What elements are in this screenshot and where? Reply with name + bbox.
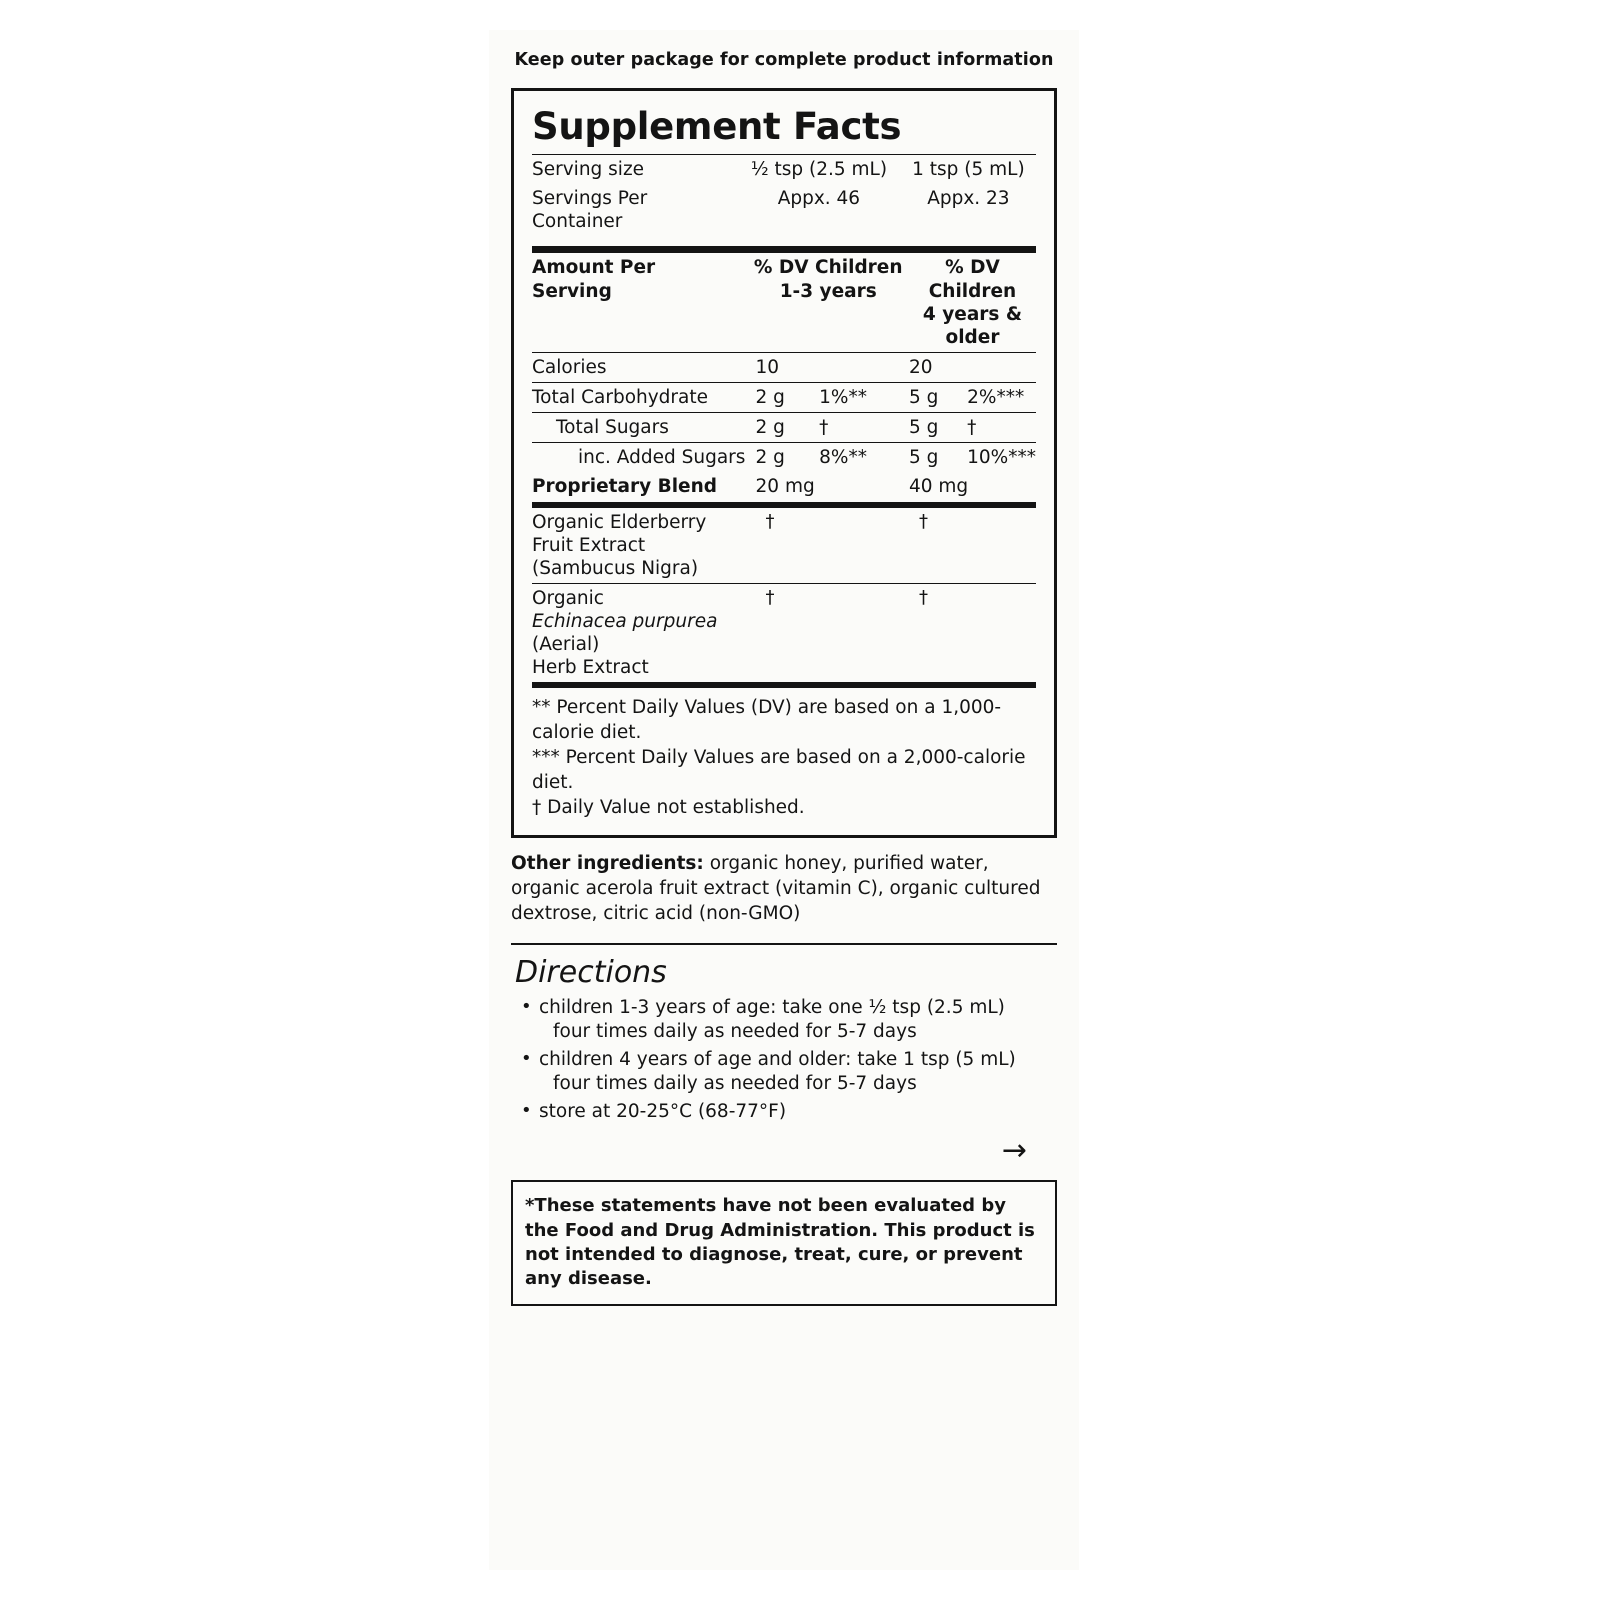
dv-col2-line2: 4 years & older xyxy=(922,303,1023,348)
serving-size-row xyxy=(532,155,1036,184)
footnote-dv-2000: *** Percent Daily Values are based on a 2,000-calorie diet. xyxy=(532,747,1026,794)
dv-col2-line1: % DV Children xyxy=(928,257,1017,302)
column-header-row xyxy=(532,253,1036,352)
fda-disclaimer: *These statements have not been evaluated by the Food and Drug Administration. This product is not intended to diagnose, treat, cure, or prevent any disease. xyxy=(511,1180,1057,1305)
list-item xyxy=(517,1100,1057,1124)
amount-per-serving-line2: Serving xyxy=(532,280,612,302)
other-ingredients-text: organic honey, purified water, organic acerola fruit extract (vitamin C), organic cultured dextrose, citric acid (non-GMO) xyxy=(511,853,1041,925)
direction-main-1: children 1-3 years of age: take one ½ tsp (2.5 mL) xyxy=(539,997,1005,1019)
supplement-facts-panel xyxy=(511,88,1057,838)
direction-main-2: children 4 years of age and older: take 1 tsp (5 mL) xyxy=(539,1049,1016,1071)
servings-per-container-col2: Appx. 23 xyxy=(927,188,1010,210)
row-label-calories: Calories xyxy=(532,352,748,382)
carb-amount-2: 5 g xyxy=(909,383,967,413)
carb-dv-1: 1%** xyxy=(819,383,909,413)
nutrition-table xyxy=(532,253,1036,688)
row-label-proprietary-blend: Proprietary Blend xyxy=(532,472,748,504)
serving-size-col2: 1 tsp (5 mL) xyxy=(912,159,1025,180)
table-row-elderberry xyxy=(532,505,1036,584)
servings-per-container-col1: Appx. 46 xyxy=(777,188,861,210)
direction-sub-2: four times daily as needed for 5-7 days xyxy=(553,1073,917,1095)
row-label-elderberry xyxy=(532,505,748,584)
other-ingredients xyxy=(511,852,1057,927)
added-sugars-amount-2: 5 g xyxy=(908,447,939,469)
table-row-echinacea xyxy=(532,583,1036,685)
keep-outer-package-note: Keep outer package for complete product information xyxy=(514,50,1054,70)
sugars-amount-2: 5 g xyxy=(909,413,967,443)
serving-size-label: Serving size xyxy=(532,159,645,180)
table-row-total-carbohydrate xyxy=(532,383,1036,413)
elderberry-line3: (Sambucus Nigra) xyxy=(532,557,699,579)
other-ingredients-label: Other ingredients: xyxy=(511,853,704,875)
sugars-dv-2: † xyxy=(967,413,1036,443)
elderberry-dv-1: † xyxy=(748,505,909,584)
serving-info-table xyxy=(532,155,1036,236)
echinacea-line1: Organic xyxy=(532,587,604,609)
sugars-amount-1: 2 g xyxy=(748,413,820,443)
calories-amount-2: 20 xyxy=(909,352,967,382)
list-item xyxy=(517,996,1057,1044)
dv-col1-line2: 1-3 years xyxy=(779,280,877,302)
row-label-total-carbohydrate: Total Carbohydrate xyxy=(532,383,748,413)
servings-per-container-label: Servings Per Container xyxy=(532,188,648,233)
directions-section xyxy=(511,955,1057,1169)
elderberry-line2: Fruit Extract xyxy=(532,534,646,556)
echinacea-dv-1: † xyxy=(748,583,909,685)
blend-amount-2: 40 mg xyxy=(909,472,1036,504)
blend-amount-1: 20 mg xyxy=(748,472,909,504)
echinacea-part: (Aerial) xyxy=(532,634,600,656)
elderberry-dv-2: † xyxy=(909,505,1036,584)
directions-list xyxy=(511,996,1057,1124)
dv-col1-line1: % DV Children xyxy=(753,257,903,279)
footnote-dv-1000: ** Percent Daily Values (DV) are based on a 1,000-calorie diet. xyxy=(532,697,1002,744)
echinacea-dv-2: † xyxy=(909,583,1036,685)
dv-children-4-plus-header xyxy=(909,253,1036,352)
direction-main-3: store at 20-25°C (68-77°F) xyxy=(539,1101,787,1123)
table-row-proprietary-blend xyxy=(532,472,1036,504)
sugars-dv-1: † xyxy=(819,413,909,443)
table-row-calories xyxy=(532,352,1036,382)
elderberry-line1: Organic Elderberry xyxy=(532,511,707,533)
added-sugars-amount-1: 2 g xyxy=(755,447,785,469)
calories-amount-1: 10 xyxy=(748,352,820,382)
amount-per-serving-header xyxy=(532,253,748,352)
added-sugars-dv-2: 10%*** xyxy=(967,447,1036,469)
supplement-facts-title: Supplement Facts xyxy=(532,105,902,148)
table-row-total-sugars xyxy=(532,413,1036,443)
echinacea-line3: Herb Extract xyxy=(532,657,649,679)
arrow-right-icon: → xyxy=(1001,1133,1027,1169)
direction-sub-1: four times daily as needed for 5-7 days xyxy=(553,1021,917,1043)
serving-size-col1: ½ tsp (2.5 mL) xyxy=(750,159,888,180)
carb-amount-1: 2 g xyxy=(748,383,820,413)
amount-per-serving-line1: Amount Per xyxy=(532,257,656,279)
list-item xyxy=(517,1048,1057,1096)
directions-title: Directions xyxy=(515,955,667,991)
row-label-echinacea xyxy=(532,583,748,685)
footnotes xyxy=(532,688,1036,821)
calories-dv-2 xyxy=(967,352,1036,382)
footnote-dagger: † Daily Value not established. xyxy=(532,797,805,819)
table-row-added-sugars xyxy=(532,443,1036,473)
row-label-added-sugars: inc. Added Sugars xyxy=(578,447,746,469)
label-panel xyxy=(489,30,1079,1570)
directions-divider xyxy=(511,943,1057,945)
echinacea-scientific-name: Echinacea purpurea xyxy=(532,611,718,632)
added-sugars-dv-1: 8%** xyxy=(819,447,867,469)
servings-per-container-row xyxy=(532,184,1036,236)
row-label-total-sugars: Total Sugars xyxy=(532,413,748,443)
calories-dv-1 xyxy=(819,352,909,382)
serving-section-divider xyxy=(532,246,1036,253)
carb-dv-2: 2%*** xyxy=(967,383,1036,413)
dv-children-1-3-header xyxy=(748,253,909,352)
